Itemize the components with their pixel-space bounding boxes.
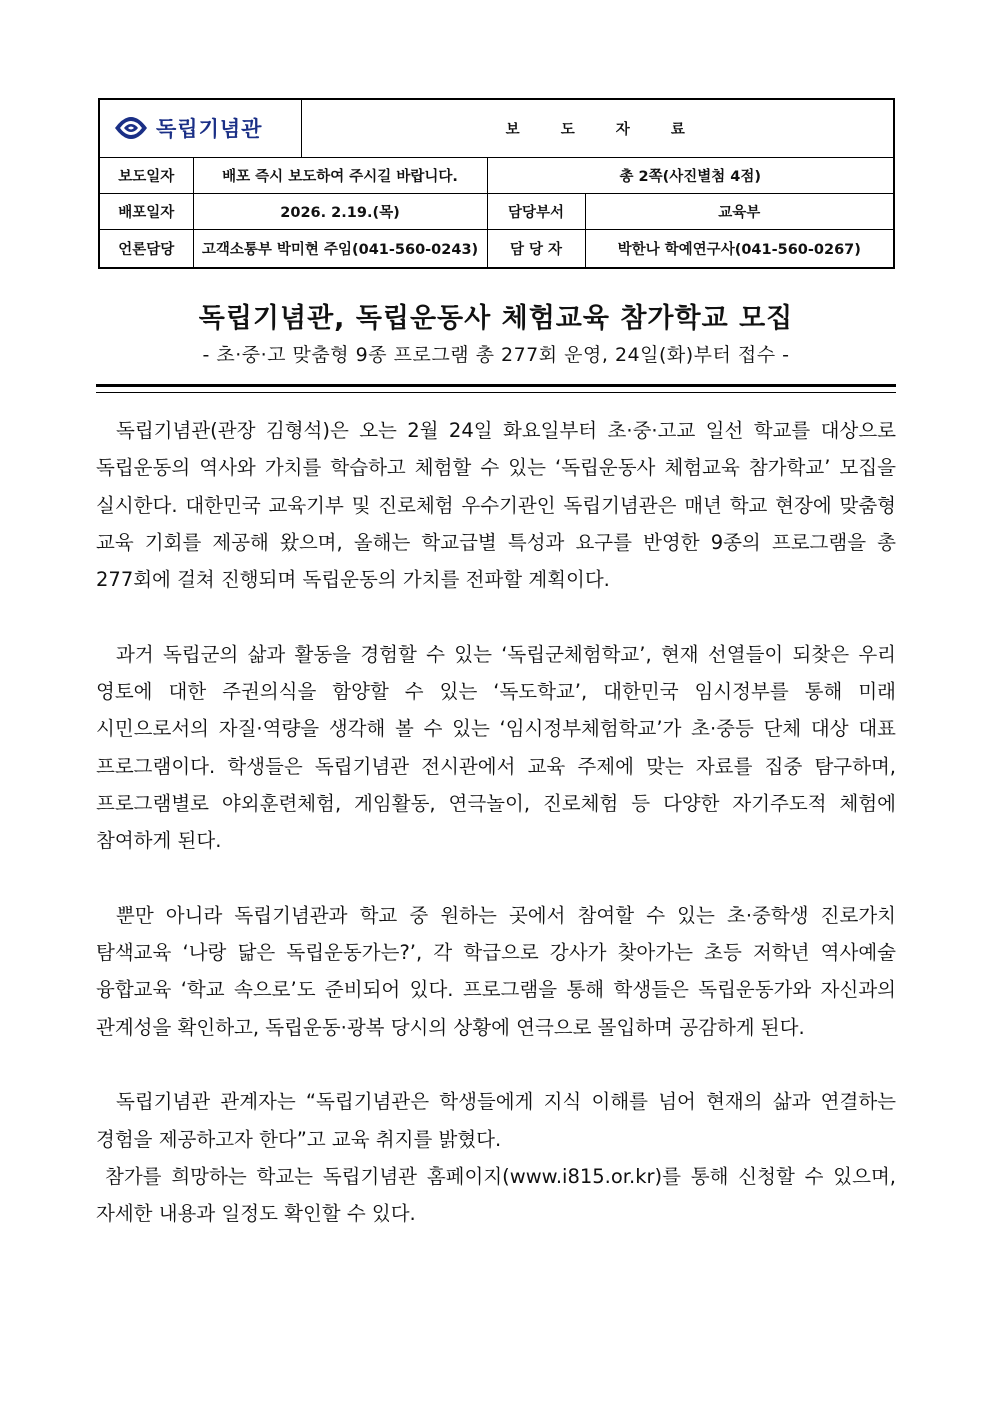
report-date-value: 배포 즉시 보도하여 주시길 바랍니다. [193,158,487,194]
distribution-date-value: 2026. 2.19.(목) [193,194,487,230]
logo-cell [99,99,301,158]
report-date-label: 보도일자 [99,158,193,194]
subheadline: - 초·중·고 맞춤형 9종 프로그램 총 277회 운영, 24일(화)부터 접수 - [202,344,790,366]
paragraph-5: 참가를 희망하는 학교는 독립기념관 홈페이지(www.i815.or.kr)를 통해 신청할 수 있으며, 자세한 내용과 일정도 확인할 수 있다. [96,1164,896,1226]
press-contact-value: 고객소통부 박미현 주임(041-560-0243) [193,230,487,269]
article-body [96,412,896,1233]
distribution-date-label: 배포일자 [99,194,193,230]
independence-hall-logo-icon [114,116,148,140]
press-contact-label: 언론담당 [99,230,193,269]
department-label: 담당부서 [487,194,585,230]
paragraph-1: 독립기념관(관장 김형석)은 오는 2월 24일 화요일부터 초·중·고교 일선 학교를 대상으로 독립운동의 역사와 가치를 학습하고 체험할 수 있는 ‘독립운동사 체험교육 참가학교’ 모집을 실시한다. 대한민국 교육기부 및 진로체험 우수기관인 독립기념관은 매년 학교 현장에 맞춤형 교육 기회를 제공해 왔으며, 올해는 학교급별 특성과 요구를 반영한 9종의 프로그램을 총 277회에 걸쳐 진행되며 독립운동의 가치를 전파할 계획이다. [96,419,896,592]
divider-thick-line [96,384,896,387]
divider-thin-line [96,392,896,393]
staff-value: 박한나 학예연구사(041-560-0267) [585,230,894,269]
paragraph-4: 독립기념관 관계자는 “독립기념관은 학생들에게 지식 이해를 넘어 현재의 삶과 연결하는 경험을 제공하고자 한다”고 교육 취지를 밝혔다. [96,1090,896,1151]
logo-text: 독립기념관 [156,117,263,141]
paragraph-2: 과거 독립군의 삶과 활동을 경험할 수 있는 ‘독립군체험학교’, 현재 선열들이 되찾은 우리 영토에 대한 주권의식을 함양할 수 있는 ‘독도학교’, 대한민국 임시정부를 통해 미래 시민으로서의 자질·역량을 생각해 볼 수 있는 ‘임시정부체험학교’가 초·중등 단체 대상 대표 프로그램이다. 학생들은 독립기념관 전시관에서 교육 주제에 맞는 자료를 집중 탐구하며, 프로그램별로 야외훈련체험, 게임활동, 연극놀이, 진로체험 등 다양한 자기주도적 체험에 참여하게 된다. [96,642,896,853]
press-release-title: 보 도 자 료 [301,99,894,158]
page-count: 총 2쪽(사진별첨 4점) [487,158,894,194]
paragraph-3: 뿐만 아니라 독립기념관과 학교 중 원하는 곳에서 참여할 수 있는 초·중학생 진로가치 탐색교육 ‘나랑 닮은 독립운동가는?’, 각 학급으로 강사가 찾아가는 초등 저학년 역사예술 융합교육 ‘학교 속으로’도 준비되어 있다. 프로그램을 통해 학생들은 독립운동가와 자신과의 관계성을 확인하고, 독립운동·광복 당시의 상황에 연극으로 몰입하며 공감하게 된다. [96,903,896,1039]
staff-label: 담 당 자 [487,230,585,269]
headline: 독립기념관, 독립운동사 체험교육 참가학교 모집 [198,303,794,334]
press-header-table [98,98,895,269]
title-divider [96,384,896,398]
department-value: 교육부 [585,194,894,230]
